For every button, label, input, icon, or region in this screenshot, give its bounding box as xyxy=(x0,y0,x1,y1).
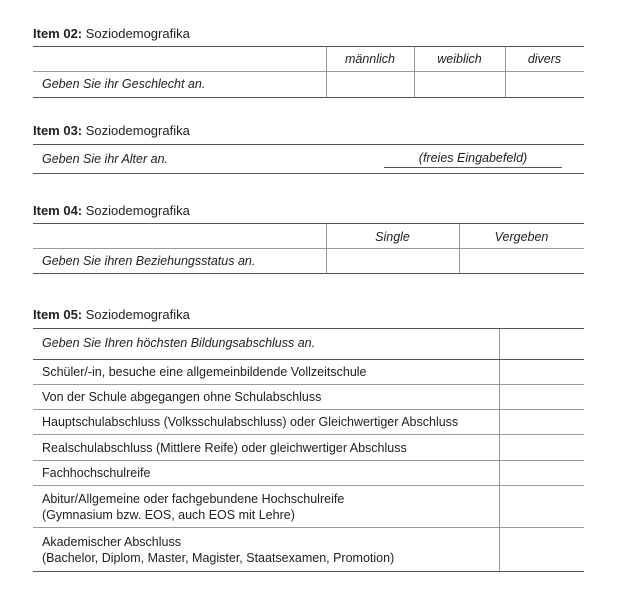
item05-option-2: Von der Schule abgegangen ohne Schulabschluss xyxy=(42,390,322,404)
item04-topic: Soziodemografika xyxy=(85,203,190,218)
item03-topic: Soziodemografika xyxy=(85,123,190,138)
item05-label: Item 05: xyxy=(33,307,83,322)
item05-answer-cell-6[interactable] xyxy=(500,486,584,527)
item05-answer-cell-1[interactable] xyxy=(500,360,584,384)
item05-answer-cell-2[interactable] xyxy=(500,385,584,409)
item02-option-maennlich-cell[interactable] xyxy=(327,72,414,97)
item03-age-input[interactable]: (freies Eingabefeld) xyxy=(418,151,528,165)
item02-bottom-rule xyxy=(33,97,584,98)
item05-option-5: Fachhochschulreife xyxy=(42,466,151,480)
item02-question: Geben Sie ihr Geschlecht an. xyxy=(42,77,206,91)
item03-label: Item 03: xyxy=(33,123,83,138)
item04-col-vergeben: Vergeben xyxy=(494,230,549,244)
item05-option-7-line-1: Akademischer Abschluss xyxy=(42,535,181,549)
item03-bottom-rule xyxy=(33,173,584,174)
item02-top-rule xyxy=(33,46,584,47)
item04-col-single: Single xyxy=(375,230,410,244)
item05-top-rule xyxy=(33,328,584,329)
item04-option-single-cell[interactable] xyxy=(327,249,459,273)
item02-label: Item 02: xyxy=(33,26,83,41)
item05-bottom-rule xyxy=(33,571,584,572)
item05-option-7-line-2: (Bachelor, Diplom, Master, Magister, Staatsexamen, Promotion) xyxy=(42,551,395,565)
item05-answer-cell-3[interactable] xyxy=(500,410,584,434)
item04-bottom-rule xyxy=(33,273,584,274)
item05-topic: Soziodemografika xyxy=(85,307,190,322)
item02-option-divers-cell[interactable] xyxy=(506,72,584,97)
item05-option-1: Schüler/-in, besuche eine allgemeinbildende Vollzeitschule xyxy=(42,365,367,379)
item05-answer-cell-4[interactable] xyxy=(500,435,584,460)
item05-option-7 xyxy=(42,534,394,566)
item05-option-4: Realschulabschluss (Mittlere Reife) oder gleichwertiger Abschluss xyxy=(42,441,407,455)
item02-col-weiblich: weiblich xyxy=(437,52,482,66)
item02-topic: Soziodemografika xyxy=(85,26,190,41)
item02-heading xyxy=(33,26,190,41)
item02-option-weiblich-cell[interactable] xyxy=(415,72,505,97)
item03-question: Geben Sie ihr Alter an. xyxy=(42,152,168,166)
item05-heading xyxy=(33,307,190,322)
item04-label: Item 04: xyxy=(33,203,83,218)
item04-question: Geben Sie ihren Beziehungsstatus an. xyxy=(42,254,256,268)
item05-option-3: Hauptschulabschluss (Volksschulabschluss) oder Gleichwertiger Abschluss xyxy=(42,415,459,429)
item05-question: Geben Sie Ihren höchsten Bildungsabschluss an. xyxy=(42,336,316,350)
item04-option-vergeben-cell[interactable] xyxy=(460,249,584,273)
item02-col-maennlich: männlich xyxy=(344,52,396,66)
item05-option-6-line-1: Abitur/Allgemeine oder fachgebundene Hochschulreife xyxy=(42,492,345,506)
item04-heading xyxy=(33,203,190,218)
item04-top-rule xyxy=(33,223,584,224)
item05-answer-cell-7[interactable] xyxy=(500,528,584,571)
item03-input-underline xyxy=(384,167,562,168)
item03-top-rule xyxy=(33,144,584,145)
item03-heading xyxy=(33,123,190,138)
item02-col-divers: divers xyxy=(527,52,562,66)
item05-option-6 xyxy=(42,491,344,523)
item05-answer-cell-5[interactable] xyxy=(500,461,584,485)
item05-option-6-line-2: (Gymnasium bzw. EOS, auch EOS mit Lehre) xyxy=(42,508,295,522)
